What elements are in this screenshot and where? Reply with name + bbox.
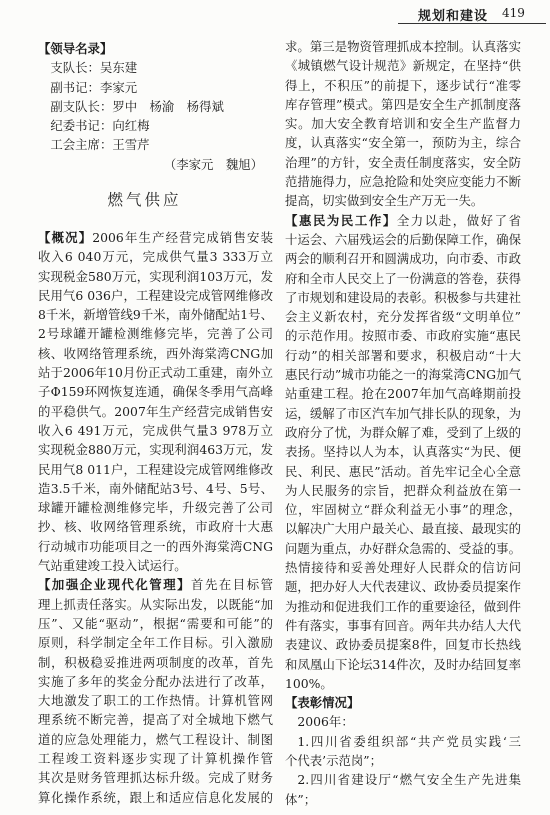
text-line [38,556,273,575]
text-line [38,672,273,691]
text-line [38,710,273,729]
line-text: 站重建工程。抢在2007年加气高峰期前投 [285,386,521,402]
line-text: 了市规划和建设局的表彰。积极参与共建社 [285,289,521,305]
text-line [285,577,521,596]
section-label: 【惠民为民工作】 [285,212,397,228]
line-text: 求。第三是物资管理抓成本控制。认真落实 [285,39,521,54]
line-text: 算化操作系统，跟上和适应信息化发展的 [38,789,273,805]
text-line [285,384,521,403]
line-text: 热情接待和妥善处理好人民群众的信访问 [285,560,521,576]
awards-year: 2006年： [297,714,354,730]
line-text: 理系统不断完善，提高了对全城地下燃气 [38,712,273,728]
text-line [38,517,273,536]
text-line [285,133,521,152]
text-line [38,498,273,517]
text-line [285,616,521,635]
line-text: 两会的顺利召开和圆满成功，向市委、市政 [285,251,521,267]
text-line [38,730,273,749]
text-line [285,423,521,442]
text-line [38,247,273,266]
leader-entry: 支队长：吴东建 [50,60,138,76]
text-line [38,788,273,807]
line-text: 府和全市人民交上了一份满意的答卷，获得 [285,270,521,286]
text-line [38,382,273,401]
line-text: 工程竣工资料逐步实现了计算机操作管 [38,751,273,767]
text-line [285,500,521,519]
line-text: 为推动和促进我们工作的重要途径，做到件 [285,598,521,614]
line-text: 实。加大安全教育培训和安全生产监督力 [285,116,521,132]
text-line [285,346,521,365]
line-text: 气站重建竣工投入试运行。 [38,558,187,574]
paragraph [285,37,521,211]
line-text: 实现税金580万元，实现利润103万元，发 [38,268,273,284]
text-line [38,440,273,459]
line-text: 表建议、政协委员提案8件，回复市长热线 [285,637,521,653]
text-line [285,655,521,674]
text-line [285,191,521,210]
text-line [285,288,521,307]
text-line [285,519,521,538]
paragraph [38,575,273,807]
section-label: 【概况】 [38,230,93,245]
text-line [285,56,521,75]
line-text: 实施了多年的奖金分配办法进行了改革， [38,673,273,689]
text-line [285,230,521,249]
text-line [285,269,521,288]
line-text: 原则，科学制定全年工作目标。引入激励 [38,635,273,651]
line-text: 道的应急处理能力，燃气工程设计、制图 [38,731,273,747]
line-text: 题，把办好人大代表建议、政协委员提案作 [285,579,521,595]
award-item-line: 个代表’示范岗”； [285,752,383,768]
text-line [38,575,273,594]
text-line [285,481,521,500]
page-number: 419 [502,6,525,20]
awards-heading-line [285,693,521,712]
text-line [285,211,521,230]
text-line [285,114,521,133]
text-line [38,324,273,343]
leaders-heading: 【领导名录】 [38,41,113,56]
line-text: 提高，切实做到安全生产万无一失。 [285,193,484,209]
line-text: 《城镇燃气设计规范》新规定，在坚持“供 [285,58,521,74]
line-text: 其次是财务管理抓达标升级。完成了财务 [38,770,273,786]
line-text: 件有落实，事事有回音。两年共办结人大代 [285,617,521,633]
line-text: 抄、核、收网络管理系统，市政府十大惠 [38,519,273,535]
awards-section [285,693,521,809]
paragraph [38,228,273,575]
article-title: 燃气供应 [107,191,182,209]
text-line [285,172,521,191]
text-line [285,558,521,577]
text-line [285,404,521,423]
line-text: 首先在目标管 [191,577,273,593]
line-text: 民用气8 011户，工程建设完成管网维修改 [38,461,273,477]
award-item-line: 1.四川省委组织部“共产党员实践‘三 [297,733,521,749]
award-item-line: 2.四川省建设厅“燃气安全生产先进集 [297,772,521,788]
line-text: 核、收网络管理系统，西外海棠湾CNG加 [38,345,273,361]
line-text: 全力以赴，做好了省 [396,212,521,228]
line-text: 治理”的方针，安全责任制度落实，安全防 [285,154,521,170]
text-line [38,633,273,652]
line-text: 运，缓解了市区汽车加气排长队的现象，为 [285,405,521,421]
text-line [285,365,521,384]
line-text: 的平稳供气。2007年生产经营完成销售安 [38,403,273,419]
line-text: 2号球罐开罐检测维修完毕，完善了公司 [38,326,273,342]
line-text: 造3.5千米，南外储配站3号、4号、5号、 [38,480,273,496]
line-text: 压”、又能“驱动”，根据“需要和可能”的 [38,615,273,631]
line-text: 政府分了忧，为群众解了难，受到了上级的 [285,424,521,440]
awards-heading: 【表彰情况】 [285,695,360,711]
award-item-line: 体”； [285,791,317,807]
section-label: 【加强企业现代化管理】 [38,577,192,593]
line-text: 8千米，新增管线9千米，南外储配站1号、 [38,307,273,323]
line-text: 球罐开罐检测维修完毕，升级完善了公司 [38,500,273,516]
right-column [285,37,521,809]
line-text: 行动”的相关部署和要求，积极启动“十大 [285,347,521,363]
leaders-list [38,39,273,174]
text-line [285,442,521,461]
text-line [285,307,521,326]
line-text: 为人民服务的宗旨，把群众利益放在第一 [285,482,521,498]
line-text: 民用气6 036户，工程建设完成管网维修改 [38,287,273,303]
author-attribution: （李家元 魏旭） [163,156,263,172]
text-line [285,76,521,95]
text-line [38,768,273,787]
leaders-heading-line [38,39,273,58]
line-text: 收入6 040万元，完成供气量3 333万立 [38,249,273,265]
text-line [38,691,273,710]
line-text: 站于2006年10月份正式动工重建，南外立 [38,365,273,381]
line-text: 行动城市功能项目之一的西外海棠湾CNG [38,538,273,554]
text-line [38,305,273,324]
text-line [285,635,521,654]
text-line [285,153,521,172]
text-line [38,460,273,479]
text-line [38,537,273,556]
text-line [38,421,273,440]
line-text: 十运会、六届残运会的后勤保障工作，确保 [285,231,521,247]
text-line [38,749,273,768]
text-line [285,462,521,481]
text-line [38,402,273,421]
line-text: 以解决广大用户最关心、最直接、最现实的 [285,521,521,537]
text-line [38,267,273,286]
text-line [38,344,273,363]
line-text: 得上，不积压”的前提下，逐步试行“准零 [285,77,521,93]
text-line [285,539,521,558]
leader-entry: 纪委书记：向红梅 [50,118,150,134]
text-line [38,595,273,614]
line-text: 会主义新农村，充分发挥省级“文明单位” [285,309,521,325]
paragraph [285,211,521,693]
leader-entry: 副书记：李家元 [50,79,138,95]
line-text: 2006年生产经营完成销售安装 [92,230,273,245]
line-text: 100%。 [285,675,333,691]
text-line [38,614,273,633]
text-line [38,653,273,672]
text-line [285,597,521,616]
text-line [285,249,521,268]
line-text: 收入6 491万元，完成供气量3 978万立 [38,422,273,438]
line-text: 实现税金880万元，实现利润463万元，发 [38,442,273,458]
header-section-title: 规划和建设 [418,9,489,24]
line-text: 民、利民、惠民”活动。首先牢记全心全意 [285,463,521,479]
line-text: 惠民行动”城市功能之一的海棠湾CNG加气 [285,367,521,383]
text-line [285,37,521,56]
text-line [38,479,273,498]
page-header [398,3,546,24]
text-line [285,674,521,693]
line-text: 表扬。坚持以人为本，认真落实“为民、便 [285,444,521,460]
left-article-body [38,228,273,807]
line-text: 范措施得力，应急抢险和处突应变能力不断 [285,174,521,190]
line-text: 度，认真落实“安全第一，预防为主，综合 [285,135,521,151]
line-text: 制，积极稳妥推进两项制度的改革，首先 [38,654,273,670]
text-line [38,228,273,247]
line-text: 库存管理”模式。第四是安全生产抓制度落 [285,96,521,112]
text-line [38,363,273,382]
line-text: 问题为重点，办好群众急需的、受益的事。 [285,540,521,556]
text-line [285,326,521,345]
text-line [285,95,521,114]
line-text: 和凤凰山下论坛314件次，及时办结回复率 [285,656,521,672]
line-text: 理上抓责任落实。从实际出发，以既能“加 [38,596,273,612]
leader-entry: 副支队长：罗中 杨渝 杨得斌 [50,98,224,114]
right-article-body [285,37,521,693]
line-text: 的示范作用。按照市委、市政府实施“惠民 [285,328,521,344]
line-text: 大地激发了职工的工作热情。计算机管网 [38,693,273,709]
left-column [38,228,273,807]
line-text: 位，牢固树立“群众利益无小事”的理念， [285,502,521,518]
leader-entry: 工会主席：王雪芹 [50,137,150,153]
text-line [38,286,273,305]
line-text: 子Φ159环网恢复连通，确保冬季用气高峰 [38,384,273,400]
